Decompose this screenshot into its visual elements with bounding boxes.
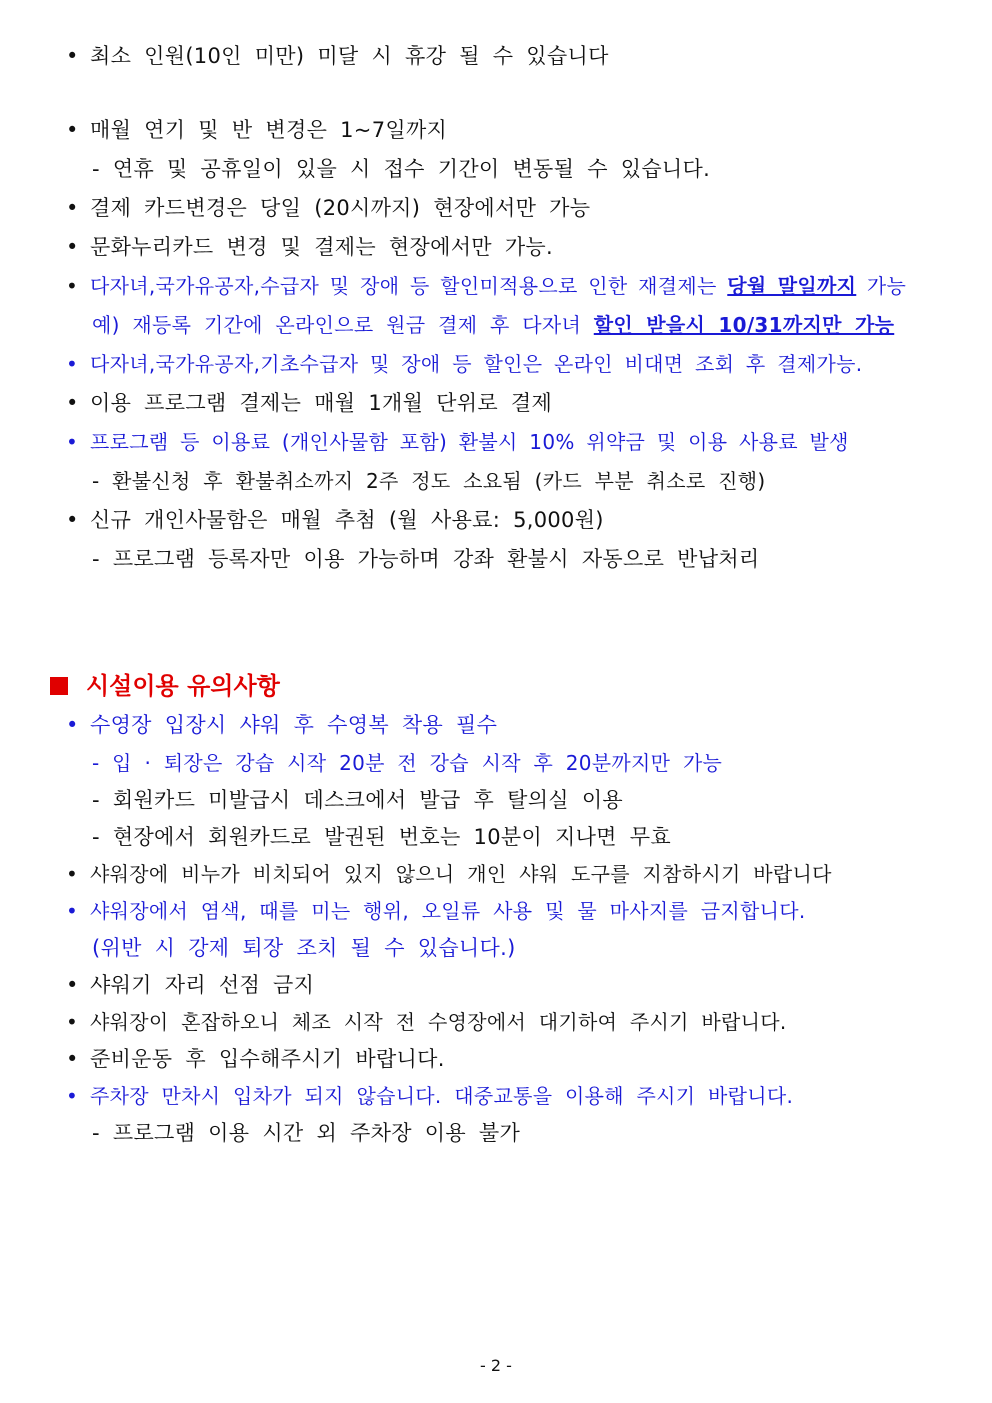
sub-item-text: - 연휴 및 공휴일이 있을 시 접수 기간이 변동될 수 있습니다. [92, 157, 711, 181]
list-item-text: 최소 인원(10인 미만) 미달 시 휴강 될 수 있습니다 [90, 44, 609, 68]
sub-item-text: - 회원카드 미발급시 데스크에서 발급 후 탈의실 이용 [92, 788, 624, 812]
page-number: - 2 - [480, 1356, 512, 1375]
bullet: • [66, 352, 79, 376]
text-part: 다자녀,국가유공자,수급자 및 장애 등 할인미적용으로 인한 재결제는 [90, 274, 728, 298]
list-item-text: 수영장 입장시 샤워 후 수영복 착용 필수 [90, 713, 498, 737]
sub-item-text: - 입 · 퇴장은 강습 시작 20분 전 강습 시작 후 20분까지만 가능 [92, 751, 723, 775]
list-item-text: 결제 카드변경은 당일 (20시까지) 현장에서만 가능 [90, 196, 591, 220]
bullet: • [66, 235, 79, 259]
list-item-text: 프로그램 등 이용료 (개인사물함 포함) 환불시 10% 위약금 및 이용 사용료 발생 [90, 430, 849, 454]
list-item-text [90, 269, 906, 303]
bullet: • [66, 862, 79, 886]
bullet: • [66, 391, 79, 415]
bullet: • [66, 44, 79, 68]
bullet: • [66, 713, 79, 737]
bullet: • [66, 508, 79, 532]
bullet: • [66, 899, 79, 923]
list-item-text: 준비운동 후 입수해주시기 바랍니다. [90, 1047, 445, 1071]
sub-item-text: - 현장에서 회원카드로 발권된 번호는 10분이 지나면 무효 [92, 825, 671, 849]
sub-item-text: (위반 시 강제 퇴장 조치 될 수 있습니다.) [92, 936, 516, 960]
section-title: 시설이용 유의사항 [86, 672, 280, 700]
bullet: • [66, 973, 79, 997]
list-item-text: 주차장 만차시 입차가 되지 않습니다. 대중교통을 이용해 주시기 바랍니다. [90, 1084, 794, 1108]
bullet: • [66, 118, 79, 142]
list-item-text: 샤워장에 비누가 비치되어 있지 않으니 개인 샤워 도구를 지참하시기 바랍니다 [90, 862, 832, 886]
sub-item-text: - 환불신청 후 환불취소까지 2주 정도 소요됨 (카드 부분 취소로 진행) [92, 469, 766, 493]
bullet: • [66, 196, 79, 220]
square-icon [50, 677, 68, 695]
bullet: • [66, 1010, 79, 1034]
list-item-text: 신규 개인사물함은 매월 추첨 (월 사용료: 5,000원) [90, 508, 604, 532]
list-item-text: 샤워장에서 염색, 때를 미는 행위, 오일류 사용 및 물 마사지를 금지합니다. [90, 899, 806, 923]
text-part: 가능 [856, 274, 907, 298]
bullet: • [66, 1047, 79, 1071]
list-item-text: 다자녀,국가유공자,기초수급자 및 장애 등 할인은 온라인 비대면 조회 후 결제가능. [90, 352, 863, 376]
bullet: • [66, 274, 79, 298]
list-item-text: 이용 프로그램 결제는 매월 1개월 단위로 결제 [90, 391, 553, 415]
example-text [92, 308, 894, 342]
list-item-text: 매월 연기 및 반 변경은 1~7일까지 [90, 118, 448, 142]
section-heading [50, 668, 280, 704]
list-item-text: 샤워기 자리 선점 금지 [90, 973, 315, 997]
sub-item-text: - 프로그램 이용 시간 외 주차장 이용 불가 [92, 1121, 521, 1145]
deadline-highlight: 할인 받을시 10/31까지만 가능 [593, 313, 895, 337]
deadline-highlight: 당월 말일까지 [727, 274, 857, 298]
bullet: • [66, 1084, 79, 1108]
sub-item-text: - 프로그램 등록자만 이용 가능하며 강좌 환불시 자동으로 반납처리 [92, 547, 760, 571]
list-item-text: 샤워장이 혼잡하오니 체조 시작 전 수영장에서 대기하여 주시기 바랍니다. [90, 1010, 787, 1034]
bullet: • [66, 430, 79, 454]
list-item-text: 문화누리카드 변경 및 결제는 현장에서만 가능. [90, 235, 553, 259]
text-part: 예) 재등록 기간에 온라인으로 원금 결제 후 다자녀 [92, 313, 594, 337]
